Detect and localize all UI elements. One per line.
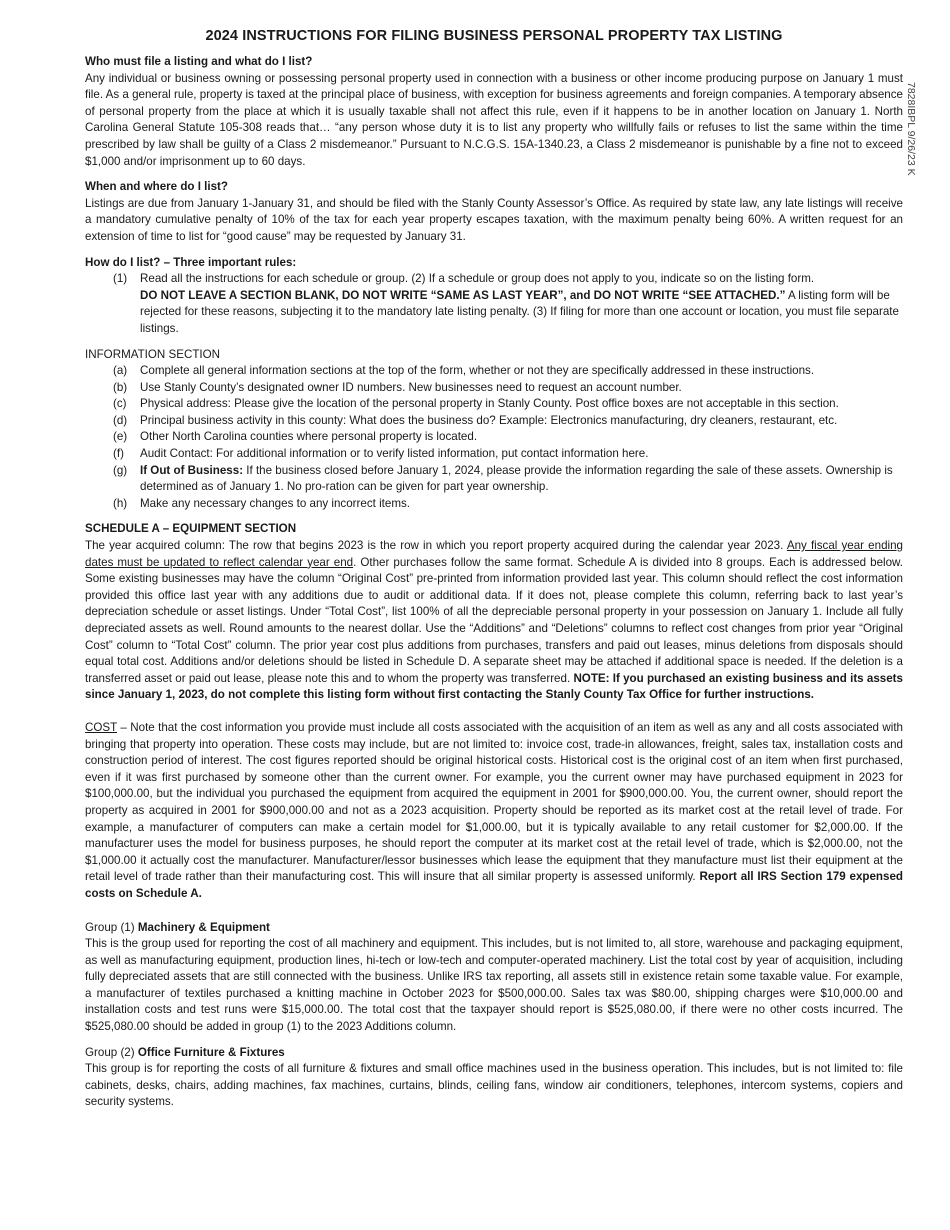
list-item-text: Make any necessary changes to any incorrect items. bbox=[140, 496, 411, 510]
when-heading: When and where do I list? bbox=[85, 180, 228, 194]
section-how-to-list bbox=[85, 255, 903, 338]
list-item-label: (g) bbox=[113, 463, 128, 477]
cost-body bbox=[85, 720, 903, 903]
form-code-text: 7828IBPL 9/26/23 K bbox=[905, 82, 917, 176]
schedule-a-body bbox=[85, 538, 903, 704]
list-item bbox=[85, 396, 903, 413]
form-code-vertical bbox=[903, 82, 923, 212]
how-rule-text-a: Read all the instructions for each schedule or group. (2) If a schedule or group does not apply to you, indicate so on the listing form. bbox=[140, 272, 815, 286]
out-of-business-text: If the business closed before January 1, 2024, please provide the information regarding the sale of these assets. Ownership is determined as of January 1. No pro-ration can be given for part year ownership. bbox=[140, 463, 893, 494]
schedule-a-underlined: Any fiscal year ending dates must be updated to reflect calendar year end bbox=[85, 539, 903, 569]
how-rule-text-b: A listing form will be rejected for these reasons, subjecting it to the mandatory late listing penalty. (3) If filing for more than one account or location, you must file separate listings. bbox=[140, 288, 899, 335]
list-item-label: (c) bbox=[113, 397, 127, 411]
who-heading: Who must file a listing and what do I list? bbox=[85, 55, 313, 68]
schedule-a-note: NOTE: If you purchased an existing business and its assets since January 1, 2023, do not complete this listing form without first contacting the Stanly County Tax Office for further instructions. bbox=[85, 671, 903, 702]
list-item-label: (d) bbox=[113, 413, 128, 427]
list-item-text: Physical address: Please give the location of the personal property in Stanly County. Post office boxes are not acceptable in this section. bbox=[140, 397, 839, 411]
list-item-text: Complete all general information sections at the top of the form, whether or not they are specifically addressed in these instructions. bbox=[140, 364, 815, 378]
list-item-text: Use Stanly County’s designated owner ID numbers. New businesses need to request an account number. bbox=[140, 380, 682, 394]
group-2-prefix: Group (2) bbox=[85, 1045, 138, 1059]
cost-text: – Note that the cost information you provide must include all costs associated with the acquisition of an item as well as any and all costs associated with bringing that property into operation. These costs may include, but are not limited to: invoice cost, trade-in allowances, freight, sales tax, installation costs and construction period of interest. The cost figures reported should be original historical costs. Historical cost is the original cost of an item when first purchased, even if it was first purchased by someone other than the current owner. For example, you the current owner may have purchased equipment in 2023 for $100,000.00, but the individual you purchased the equipment from acquired the equipment in 2001 for $900,000.00. You, the current owner, should report the property as acquired in 2001 for $900,000.00 and not as a 2023 acquisition. Property should be reported as its market cost at the retail level of trade. For example, a manufacturer of computers can make a certain model for $1,000.00, but it is typically available to any retail customer for $2,000.00. If the manufacturer uses the model for business purposes, he should report the computer at its market cost at the retail level of trade, which is $2,000.00, not the $1,000.00 it actually cost the manufacturer. Manufacturer/lessor businesses which lease the equipment that they manufacture must list their equipment at the retail level of trade rather than their manufacturing cost. This will insure that all similar property is assessed uniformly. bbox=[85, 720, 903, 884]
how-rule-item bbox=[85, 271, 903, 337]
section-cost bbox=[85, 720, 903, 903]
list-item bbox=[85, 413, 903, 430]
list-item bbox=[85, 363, 903, 380]
group-1-name: Machinery & Equipment bbox=[137, 920, 270, 934]
group-2-heading bbox=[85, 1045, 903, 1062]
info-heading: INFORMATION SECTION bbox=[85, 347, 221, 361]
document-page bbox=[85, 28, 903, 1120]
group-1-prefix: Group (1) bbox=[85, 920, 138, 934]
section-information bbox=[85, 347, 903, 513]
list-item-label: (a) bbox=[113, 364, 128, 378]
list-item-label: (h) bbox=[113, 496, 128, 510]
list-item-label: (f) bbox=[113, 447, 124, 461]
section-schedule-a bbox=[85, 521, 903, 704]
how-rule-label: (1) bbox=[113, 272, 128, 286]
group-1-body: This is the group used for reporting the cost of all machinery and equipment. This includes, but is not limited to, all store, warehouse and packaging equipment, as well as manufacturing equipment, production lines, hi-tech or low-tech and computer-operated machinery. List the total cost by year of acquisition, including fully depreciated assets that are still connected with the business. Unlike IRS tax reporting, all assets still in existence retain some taxable value. For example, a manufacturer of textiles purchased a knitting machine in October 2023 for $500,000.00. Sales tax was $80.00, shipping charges were $10,000.00 and installation costs and test runs were $15,000.00. The total cost that the taxpayer should report is $525,080.00, if there were no other costs incurred. The $525,080.00 should be added in group (1) to the 2023 Additions column. bbox=[85, 937, 903, 1034]
cost-label: COST bbox=[85, 720, 117, 734]
list-item bbox=[85, 496, 903, 513]
document-title: 2024 INSTRUCTIONS FOR FILING BUSINESS PERSONAL PROPERTY TAX LISTING bbox=[205, 28, 783, 44]
list-item-text: Principal business activity in this county: What does the business do? Example: Electronics manufacturing, dry cleaners, restaurant, etc. bbox=[140, 413, 838, 427]
how-heading: How do I list? – Three important rules: bbox=[85, 255, 297, 269]
schedule-a-text-1: The year acquired column: The row that begins 2023 is the row in which you report property acquired during the calendar year 2023. bbox=[85, 539, 787, 553]
section-when-where bbox=[85, 179, 903, 245]
group-2-name: Office Furniture & Fixtures bbox=[137, 1045, 285, 1059]
list-item bbox=[85, 446, 903, 463]
list-item bbox=[85, 429, 903, 446]
group-2-body: This group is for reporting the costs of all furniture & fixtures and small office machines used in the business operation. This includes, but is not limited to: file cabinets, desks, chairs, adding machines, fax machines, curtains, blinds, ceiling fans, window air conditioners, telephones, intercom systems, copiers and security systems. bbox=[85, 1062, 903, 1109]
schedule-a-heading: SCHEDULE A – EQUIPMENT SECTION bbox=[85, 522, 297, 536]
list-item-label: (b) bbox=[113, 380, 128, 394]
section-who-must-file bbox=[85, 54, 903, 170]
group-1-heading bbox=[85, 920, 903, 937]
section-group-1 bbox=[85, 920, 903, 1036]
list-item bbox=[85, 380, 903, 397]
who-body: Any individual or business owning or possessing personal property used in connection with a business or other income producing purpose on January 1 must file. As a general rule, property is taxed at the principal place of business, with exception for business agreements and foreign companies. A temporary absence of personal property from the place at which it is usually taxable shall not affect this rule, even if it happens to be in another location on January 1. North Carolina General Statute 105-308 reads that… “any person whose duty it is to list any property who willfully fails or refuses to list the same within the time prescribed by law shall be guilty of a Class 2 misdemeanor.” Pursuant to N.C.G.S. 15A-1340.23, a Class 2 misdemeanor is punishable by a fine not to exceed $1,000 and/or imprisonment up to 60 days. bbox=[85, 71, 903, 168]
list-item-text: Other North Carolina counties where personal property is located. bbox=[140, 430, 478, 444]
cost-bold-note: Report all IRS Section 179 expensed costs on Schedule A. bbox=[85, 870, 903, 900]
out-of-business-bold: If Out of Business: bbox=[140, 463, 244, 477]
schedule-a-text-2: . Other purchases follow the same format. Schedule A is divided into 8 groups. Each is addressed below. Some existing businesses may have the column “Original Cost” pre-printed from information provided last year. This column should reflect the cost information provided this office last year with any additions due to audit or additional data. If it does not, please complete this column, referring back to last year’s depreciation schedule or asset listings. Under “Total Cost”, list 100% of all the depreciable personal property in your possession on January 1. Include all fully depreciated assets as well. Round amounts to the nearest dollar. Use the “Additions” and “Deletions” columns to reflect cost changes from prior year “Original Cost” column to “Total Cost” column. The prior year cost plus additions from purchases, transfers and paid out leases, minus deletions from disposals should equal total cost. Additions and/or deletions should be listed in Schedule D. A separate sheet may be attached if additional space is needed. If the deletion is a transferred asset or paid out lease, please note this and to whom the property was transferred. bbox=[85, 555, 904, 685]
list-item-out-of-business bbox=[85, 463, 903, 496]
how-rule-bold: DO NOT LEAVE A SECTION BLANK, DO NOT WRITE “SAME AS LAST YEAR”, and DO NOT WRITE “SEE ATTACHED.” bbox=[140, 288, 786, 302]
how-rule-text bbox=[140, 271, 903, 337]
list-item-text bbox=[140, 463, 903, 496]
list-item-text: Audit Contact: For additional information or to verify listed information, put contact information here. bbox=[140, 447, 649, 461]
list-item-label: (e) bbox=[113, 430, 128, 444]
section-group-2 bbox=[85, 1045, 903, 1111]
when-body: Listings are due from January 1-January 31, and should be filed with the Stanly County Assessor’s Office. As required by state law, any late listings will receive a mandatory cumulative penalty of 10% of the tax for each year property escapes taxation, with the maximum penalty being 60%. A written request for an extension of time to list for “good cause” may be requested by January 31. bbox=[85, 196, 903, 243]
info-list bbox=[85, 363, 903, 512]
